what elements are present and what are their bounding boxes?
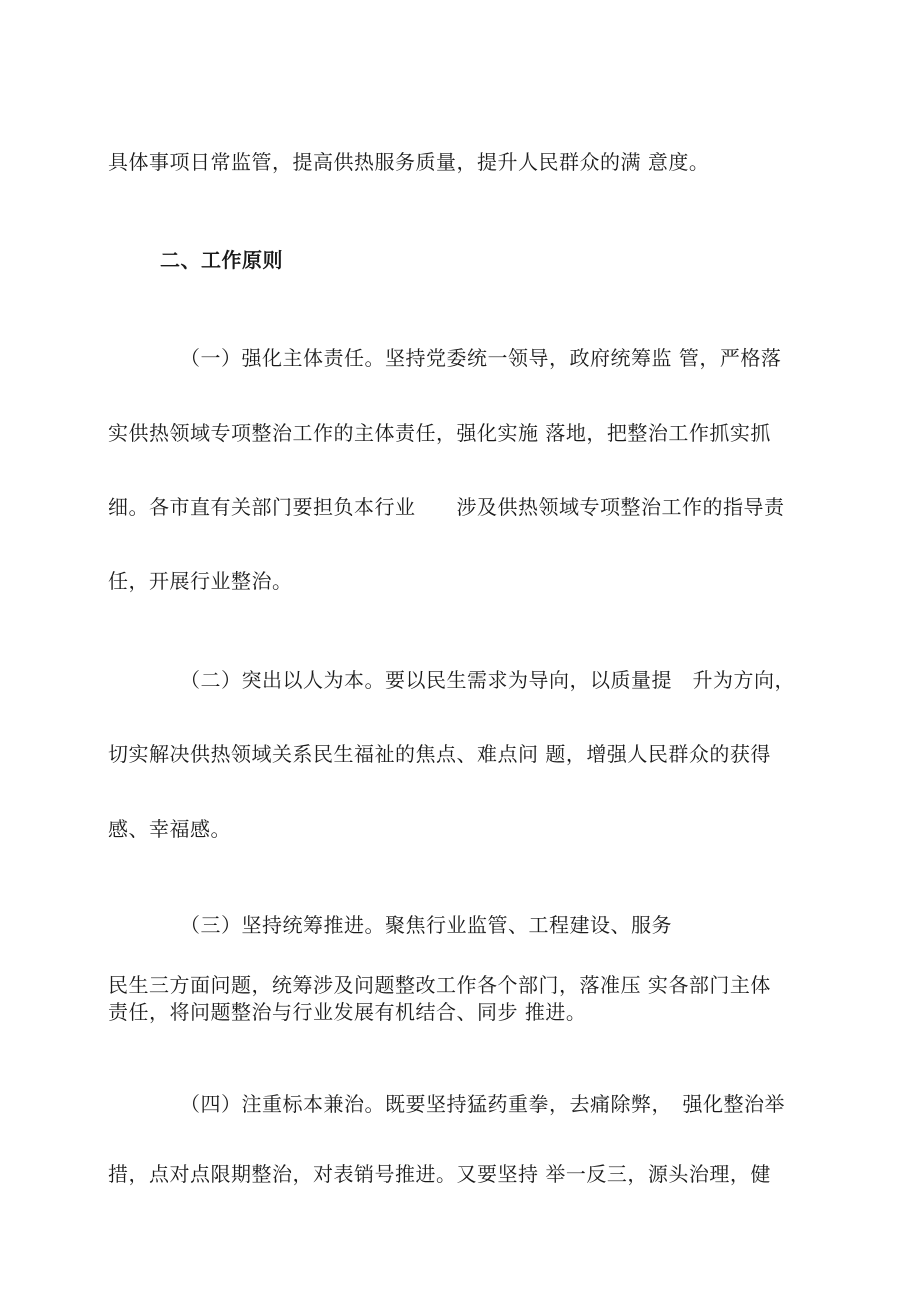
section-heading: 二、工作原则 [160,248,283,272]
paragraph-4-line-2: 措，点对点限期整治，对表销号推进。又要坚持 举一反三，源头治理，健 [108,1162,771,1186]
intro-tail-line: 具体事项日常监管，提高供热服务质量，提升人民群众的满 意度。 [108,150,710,174]
paragraph-2-line-3: 感、幸福感。 [108,817,231,841]
paragraph-3-line-1: （三）坚持统筹推进。聚焦行业监管、工程建设、服务 [180,913,672,937]
paragraph-3-line-2: 民生三方面问题，统筹涉及问题整改工作各个部门，落准压 实各部门主体 [108,973,771,997]
paragraph-1-line-2: 实供热领域专项整治工作的主体责任，强化实施 落地，把整治工作抓实抓 [108,421,771,445]
paragraph-2-line-1: （二）突出以人为本。要以民生需求为导向，以质量提 升为方向， [180,668,795,692]
paragraph-1-line-3: 细。各市直有关部门要担负本行业 涉及供热领域专项整治工作的指导责 [108,495,785,519]
paragraph-1-line-1: （一）强化主体责任。坚持党委统一领导，政府统筹监 管，严格落 [180,346,782,370]
paragraph-1-line-4: 任，开展行业整治。 [108,569,293,593]
paragraph-3-line-3: 责任，将问题整治与行业发展有机结合、同步 推进。 [108,1000,587,1024]
paragraph-4-line-1: （四）注重标本兼治。既要坚持猛药重拳，去痛除弊， 强化整治举 [180,1092,785,1116]
paragraph-2-line-2: 切实解决供热领域关系民生福祉的焦点、难点问 题，增强人民群众的获得 [108,742,771,766]
